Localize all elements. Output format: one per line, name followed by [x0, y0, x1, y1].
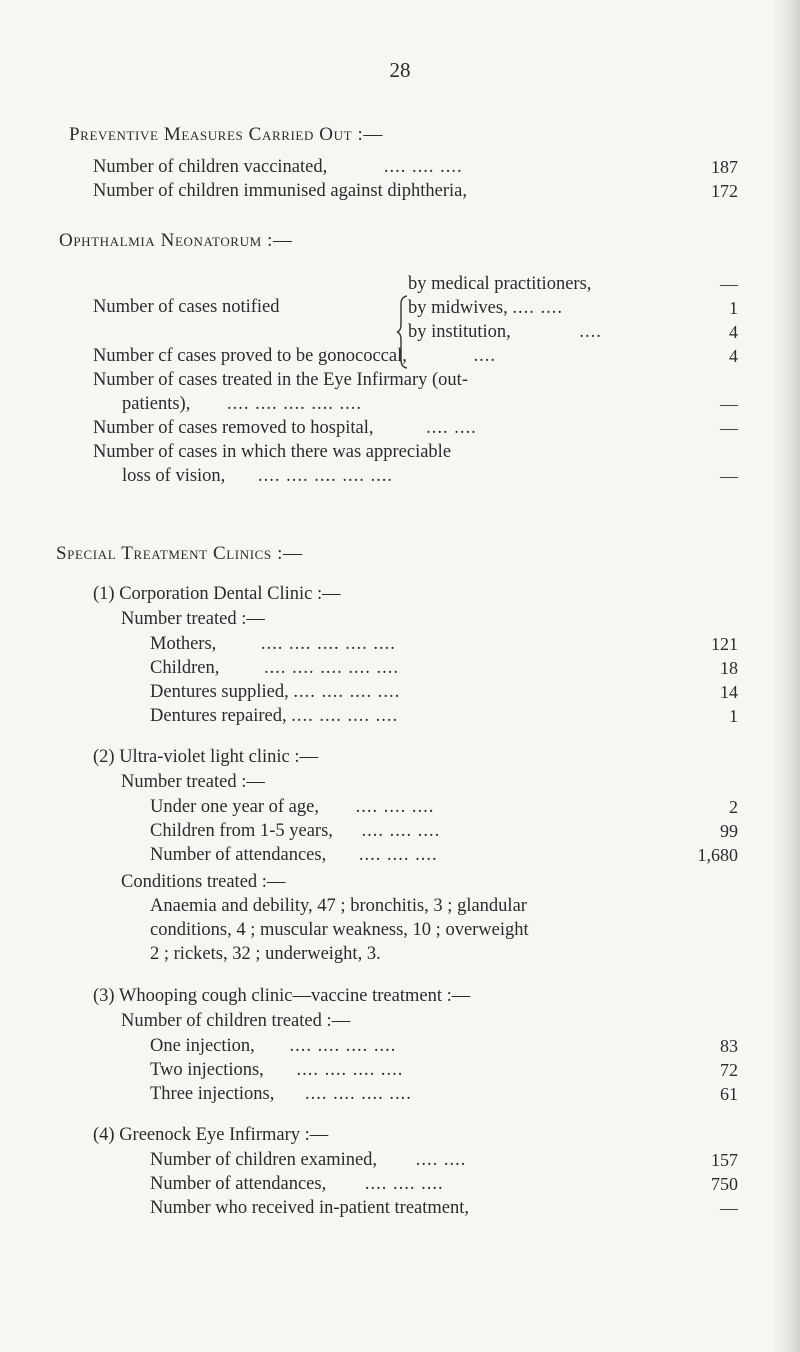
uv-conditions-title: Conditions treated :— — [121, 872, 286, 892]
uv-conditions-line2: conditions, 4 ; muscular weakness, 10 ; overweight — [150, 920, 529, 940]
preventive-heading: Preventive Measures Carried Out :— — [69, 124, 383, 145]
notified-institution-label: by institution, .... — [408, 322, 602, 342]
treated-value: — — [720, 394, 738, 414]
whooping-one-label: One injection, .... .... .... .... — [150, 1036, 397, 1056]
vaccinated-label: Number of children vaccinated, .... .... .... — [93, 157, 463, 177]
whooping-two-label: Two injections, .... .... .... .... — [150, 1060, 404, 1080]
dental-repaired-value: 1 — [729, 706, 738, 726]
uv-title: (2) Ultra-violet light clinic :— — [93, 747, 319, 767]
whooping-two-value: 72 — [720, 1060, 738, 1080]
loss-label-line1: Number of cases in which there was appreciable — [93, 442, 452, 462]
notified-institution-value: 4 — [729, 322, 738, 342]
dental-mothers-value: 121 — [711, 634, 738, 654]
removed-label: Number of cases removed to hospital, .... .... — [93, 418, 477, 438]
notified-midwives-value: 1 — [729, 298, 738, 318]
greenock-inpatient-label: Number who received in-patient treatment, — [150, 1198, 469, 1218]
ophthalmia-heading: Ophthalmia Neonatorum :— — [59, 230, 293, 251]
dental-supplied-label: Dentures supplied, .... .... .... .... — [150, 682, 401, 702]
dental-supplied-value: 14 — [720, 682, 738, 702]
whooping-one-value: 83 — [720, 1036, 738, 1056]
greenock-inpatient-value: — — [720, 1198, 738, 1218]
notified-medical-label: by medical practitioners, — [408, 274, 592, 294]
loss-value: — — [720, 466, 738, 486]
whooping-sub: Number of children treated :— — [121, 1011, 351, 1031]
whooping-three-value: 61 — [720, 1084, 738, 1104]
loss-label-line2: loss of vision, .... .... .... .... .... — [122, 466, 393, 486]
notified-label: Number of cases notified — [93, 297, 280, 317]
treated-label-line1: Number of cases treated in the Eye Infirmary (out- — [93, 370, 468, 390]
uv-attendances-value: 1,680 — [697, 845, 738, 865]
notified-midwives-label: by midwives, .... .... — [408, 298, 563, 318]
greenock-attendances-value: 750 — [711, 1174, 738, 1194]
dental-title: (1) Corporation Dental Clinic :— — [93, 584, 341, 604]
greenock-examined-value: 157 — [711, 1150, 738, 1170]
whooping-three-label: Three injections, .... .... .... .... — [150, 1084, 412, 1104]
uv-children-value: 99 — [720, 821, 738, 841]
dental-mothers-label: Mothers, .... .... .... .... .... — [150, 634, 396, 654]
uv-attendances-label: Number of attendances, .... .... .... — [150, 845, 438, 865]
whooping-title: (3) Whooping cough clinic—vaccine treatment :— — [93, 986, 471, 1006]
treated-label-line2: patients), .... .... .... .... .... — [122, 394, 362, 414]
dental-sub: Number treated :— — [121, 609, 265, 629]
removed-value: — — [720, 418, 738, 438]
uv-sub: Number treated :— — [121, 772, 265, 792]
uv-children-label: Children from 1-5 years, .... .... .... — [150, 821, 441, 841]
vaccinated-value: 187 — [711, 157, 738, 177]
immunised-value: 172 — [711, 181, 738, 201]
page-number: 28 — [389, 58, 411, 82]
immunised-label: Number of children immunised against diphtheria, — [93, 181, 468, 201]
dental-repaired-label: Dentures repaired, .... .... .... .... — [150, 706, 399, 726]
greenock-title: (4) Greenock Eye Infirmary :— — [93, 1125, 329, 1145]
dental-children-value: 18 — [720, 658, 738, 678]
gonococcal-value: 4 — [729, 346, 738, 366]
greenock-attendances-label: Number of attendances, .... .... .... — [150, 1174, 444, 1194]
uv-under-one-value: 2 — [729, 797, 738, 817]
notified-medical-value: — — [720, 274, 738, 294]
gonococcal-label: Number cf cases proved to be gonococcal, .... — [93, 346, 496, 366]
uv-under-one-label: Under one year of age, .... .... .... — [150, 797, 435, 817]
uv-conditions-line1: Anaemia and debility, 47 ; bronchitis, 3 ; glandular — [150, 896, 527, 916]
greenock-examined-label: Number of children examined, .... .... — [150, 1150, 467, 1170]
dental-children-label: Children, .... .... .... .... .... — [150, 658, 399, 678]
special-heading: Special Treatment Clinics :— — [56, 543, 303, 564]
page-edge-shadow — [770, 0, 800, 1352]
uv-conditions-line3: 2 ; rickets, 32 ; underweight, 3. — [150, 944, 381, 964]
